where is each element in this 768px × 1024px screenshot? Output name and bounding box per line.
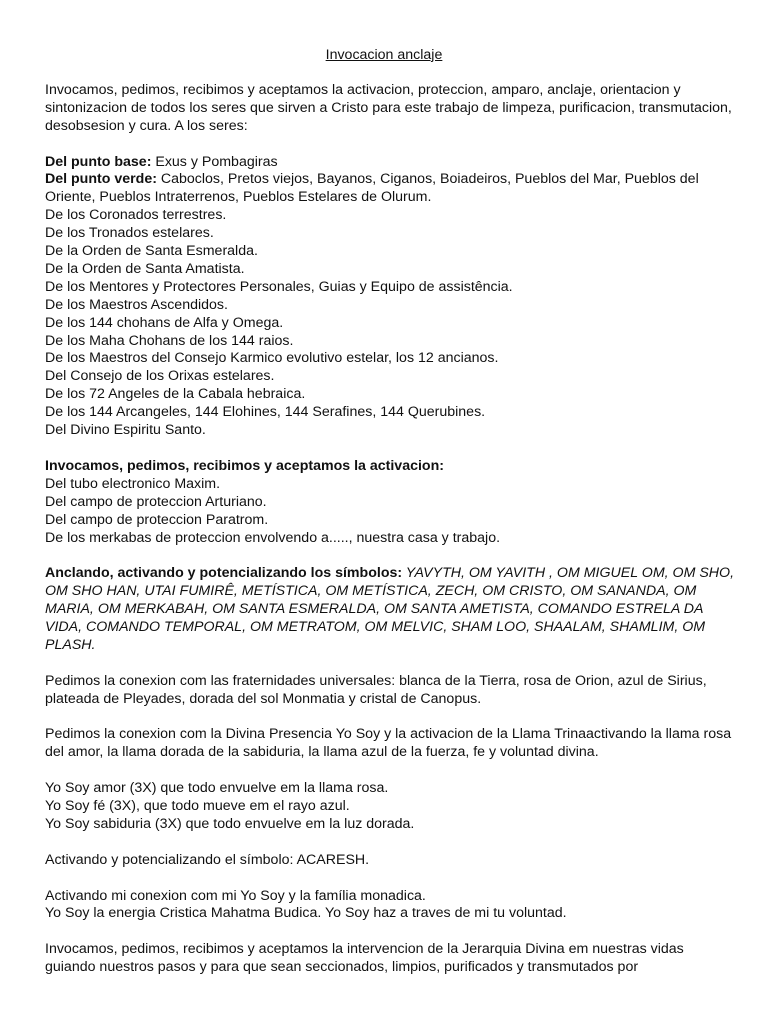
seres-item: Del Consejo de los Orixas estelares. [45, 368, 275, 385]
activacion-heading [45, 458, 735, 476]
punto-base-label: Del punto base: [45, 153, 152, 170]
seres-item: De los Maestros del Consejo Karmico evolutivo estelar, los 12 ancianos. [45, 350, 499, 367]
document-title: Invocacion anclaje [325, 47, 443, 63]
seres-item: De la Orden de Santa Esmeralda. [45, 243, 258, 260]
document-body [45, 47, 735, 977]
activacion-item: Del tubo electronico Maxim. [45, 475, 221, 492]
activacion-heading-text: Invocamos, pedimos, recibimos y aceptamos la activacion: [45, 457, 444, 474]
conexion-item: Yo Soy la energia Cristica Mahatma Budica. Yo Soy haz a traves de mi tu voluntad. [45, 905, 567, 922]
yo-soy-item: Yo Soy sabiduria (3X) que todo envuelve em la luz dorada. [45, 815, 415, 832]
presencia-paragraph: Pedimos la conexion com la Divina Presencia Yo Soy y la activacion de la Llama Trinaactivando la llama rosa del amor, la llama dorada de la sabiduria, la llama azul de la fuerza, fe y voluntad divina. [45, 726, 732, 761]
seres-item: De los Maha Chohans de los 144 raios. [45, 332, 294, 349]
simbolos-label: Anclando, activando y potencializando los símbolos: [45, 565, 403, 582]
seres-item: De los Maestros Ascendidos. [45, 296, 228, 313]
seres-item: De los 72 Angeles de la Cabala hebraica. [45, 386, 306, 403]
seres-item: De la Orden de Santa Amatista. [45, 260, 245, 277]
fraternidades-paragraph: Pedimos la conexion com las fraternidades universales: blanca de la Tierra, rosa de Orion, azul de Sirius, plateada de Pleyades, dorada del sol Monmatia y cristal de Canopus. [45, 672, 707, 707]
yo-soy-item: Yo Soy fé (3X), que todo mueve em el rayo azul. [45, 798, 350, 815]
seres-item: De los 144 chohans de Alfa y Omega. [45, 314, 284, 331]
final-paragraph: Invocamos, pedimos, recibimos y aceptamos la intervencion de la Jerarquia Divina em nuestras vidas guiando nuestros pasos y para que sean seccionados, limpios, purificados y transmutados por [45, 941, 684, 976]
punto-verde-text: Caboclos, Pretos viejos, Bayanos, Ciganos, Boiadeiros, Pueblos del Mar, Pueblos del Oriente, Pueblos Intraterrenos, Pueblos Estelares de Olurum. [45, 171, 699, 206]
seres-item: Del Divino Espiritu Santo. [45, 422, 206, 439]
punto-base-text: Exus y Pombagiras [151, 153, 278, 170]
simbolos-text: YAVYTH, OM YAVITH , OM MIGUEL OM, OM SHO, OM SHO HAN, UTAI FUMIRÊ, METÍSTICA, OM METÍSTICA, ZECH, OM CRISTO, OM SANANDA, OM MARIA, OM MERKABAH, OM SANTA ESMERALDA, OM SANTA AMETISTA, COMANDO ESTRELA DA VIDA, COMANDO TEMPORAL, OM METRATOM, OM MELVIC, SHAM LOO, SHAALAM, SHAMLIM, OM PLASH. [45, 565, 735, 653]
seres-item: De los Mentores y Protectores Personales, Guias y Equipo de assistência. [45, 278, 513, 295]
seres-item: De los 144 Arcangeles, 144 Elohines, 144 Serafines, 144 Querubines. [45, 404, 486, 421]
seres-item: De los Coronados terrestres. [45, 207, 227, 224]
seres-item: De los Tronados estelares. [45, 225, 214, 242]
activacion-item: Del campo de proteccion Paratrom. [45, 511, 269, 528]
conexion-item: Activando mi conexion com mi Yo Soy y la família monadica. [45, 887, 426, 904]
simbolos-paragraph [45, 565, 735, 655]
punto-base-line [45, 154, 735, 172]
acaresh-paragraph: Activando y potencializando el símbolo: ACARESH. [45, 851, 370, 868]
activacion-item: De los merkabas de proteccion envolvendo a....., nuestra casa y trabajo. [45, 529, 501, 546]
yo-soy-item: Yo Soy amor (3X) que todo envuelve em la llama rosa. [45, 780, 389, 797]
intro-paragraph: Invocamos, pedimos, recibimos y aceptamos la activacion, proteccion, amparo, anclaje, orientacion y sintonizacion de todos los seres que sirven a Cristo para este trabajo de limpeza, purificacion, transmutacion, desobsesion y cura. A los seres: [45, 81, 732, 134]
punto-verde-line [45, 171, 735, 207]
punto-verde-label: Del punto verde: [45, 171, 157, 188]
activacion-item: Del campo de proteccion Arturiano. [45, 493, 267, 510]
